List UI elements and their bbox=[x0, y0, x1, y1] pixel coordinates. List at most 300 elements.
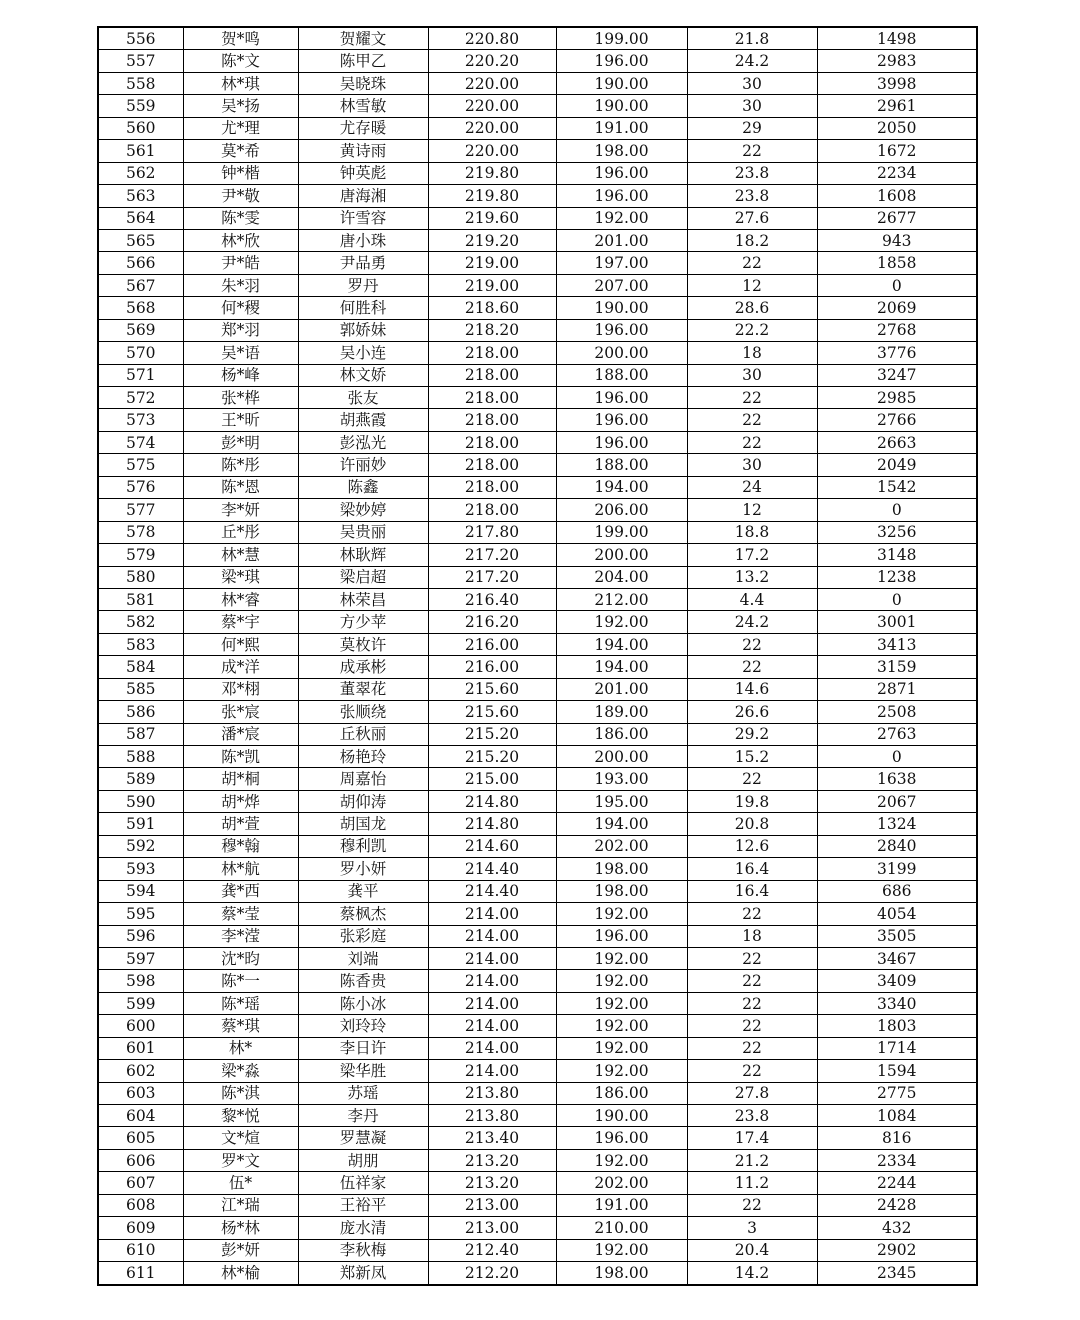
rank-cell: 566 bbox=[98, 252, 183, 274]
number-cell: 3159 bbox=[817, 656, 977, 678]
number-cell: 2234 bbox=[817, 162, 977, 184]
total-score-cell: 218.00 bbox=[428, 431, 556, 453]
rank-cell: 580 bbox=[98, 566, 183, 588]
rank-cell: 571 bbox=[98, 364, 183, 386]
student-name-cell: 黎*悦 bbox=[183, 1105, 298, 1127]
exam-score-cell: 200.00 bbox=[556, 544, 687, 566]
number-cell: 2049 bbox=[817, 454, 977, 476]
exam-score-cell: 192.00 bbox=[556, 947, 687, 969]
total-score-cell: 214.80 bbox=[428, 813, 556, 835]
student-name-cell: 林*慧 bbox=[183, 544, 298, 566]
table-row bbox=[98, 1172, 977, 1194]
parent-name-cell: 唐海湘 bbox=[298, 185, 428, 207]
total-score-cell: 217.20 bbox=[428, 566, 556, 588]
number-cell: 686 bbox=[817, 880, 977, 902]
parent-name-cell: 丘秋丽 bbox=[298, 723, 428, 745]
table-row bbox=[98, 1239, 977, 1261]
table-row bbox=[98, 588, 977, 610]
total-score-cell: 215.20 bbox=[428, 746, 556, 768]
rank-cell: 598 bbox=[98, 970, 183, 992]
table-row bbox=[98, 746, 977, 768]
total-score-cell: 213.80 bbox=[428, 1105, 556, 1127]
table-row bbox=[98, 431, 977, 453]
total-score-cell: 218.00 bbox=[428, 409, 556, 431]
student-name-cell: 吴*扬 bbox=[183, 95, 298, 117]
total-score-cell: 214.00 bbox=[428, 1015, 556, 1037]
number-cell: 943 bbox=[817, 229, 977, 251]
number-cell: 816 bbox=[817, 1127, 977, 1149]
bonus-points-cell: 22 bbox=[687, 656, 817, 678]
number-cell: 3247 bbox=[817, 364, 977, 386]
rank-cell: 579 bbox=[98, 544, 183, 566]
bonus-points-cell: 22 bbox=[687, 1060, 817, 1082]
student-name-cell: 穆*翰 bbox=[183, 835, 298, 857]
student-name-cell: 林*睿 bbox=[183, 588, 298, 610]
score-table-body bbox=[98, 27, 977, 1285]
parent-name-cell: 成承彬 bbox=[298, 656, 428, 678]
total-score-cell: 216.00 bbox=[428, 656, 556, 678]
bonus-points-cell: 29.2 bbox=[687, 723, 817, 745]
bonus-points-cell: 22 bbox=[687, 252, 817, 274]
number-cell: 2840 bbox=[817, 835, 977, 857]
total-score-cell: 216.00 bbox=[428, 633, 556, 655]
total-score-cell: 219.80 bbox=[428, 185, 556, 207]
parent-name-cell: 吴小连 bbox=[298, 342, 428, 364]
total-score-cell: 213.80 bbox=[428, 1082, 556, 1104]
bonus-points-cell: 22 bbox=[687, 1194, 817, 1216]
rank-cell: 568 bbox=[98, 297, 183, 319]
student-name-cell: 江*瑞 bbox=[183, 1194, 298, 1216]
total-score-cell: 218.00 bbox=[428, 387, 556, 409]
exam-score-cell: 194.00 bbox=[556, 656, 687, 678]
rank-cell: 572 bbox=[98, 387, 183, 409]
table-row bbox=[98, 140, 977, 162]
rank-cell: 560 bbox=[98, 117, 183, 139]
exam-score-cell: 190.00 bbox=[556, 72, 687, 94]
number-cell: 3467 bbox=[817, 947, 977, 969]
student-name-cell: 伍* bbox=[183, 1172, 298, 1194]
table-row bbox=[98, 768, 977, 790]
number-cell: 2871 bbox=[817, 678, 977, 700]
total-score-cell: 217.20 bbox=[428, 544, 556, 566]
bonus-points-cell: 18.2 bbox=[687, 229, 817, 251]
total-score-cell: 214.40 bbox=[428, 880, 556, 902]
student-name-cell: 彭*妍 bbox=[183, 1239, 298, 1261]
parent-name-cell: 陈香贵 bbox=[298, 970, 428, 992]
bonus-points-cell: 30 bbox=[687, 72, 817, 94]
total-score-cell: 215.60 bbox=[428, 701, 556, 723]
table-row bbox=[98, 1217, 977, 1239]
number-cell: 2663 bbox=[817, 431, 977, 453]
bonus-points-cell: 16.4 bbox=[687, 880, 817, 902]
total-score-cell: 219.00 bbox=[428, 274, 556, 296]
rank-cell: 585 bbox=[98, 678, 183, 700]
rank-cell: 556 bbox=[98, 27, 183, 50]
parent-name-cell: 张彩庭 bbox=[298, 925, 428, 947]
exam-score-cell: 191.00 bbox=[556, 117, 687, 139]
total-score-cell: 214.00 bbox=[428, 992, 556, 1014]
student-name-cell: 林*榆 bbox=[183, 1262, 298, 1285]
parent-name-cell: 罗丹 bbox=[298, 274, 428, 296]
table-row bbox=[98, 1037, 977, 1059]
number-cell: 2069 bbox=[817, 297, 977, 319]
parent-name-cell: 伍祥家 bbox=[298, 1172, 428, 1194]
parent-name-cell: 林耿辉 bbox=[298, 544, 428, 566]
exam-score-cell: 192.00 bbox=[556, 1037, 687, 1059]
table-row bbox=[98, 521, 977, 543]
parent-name-cell: 陈甲乙 bbox=[298, 50, 428, 72]
student-name-cell: 胡*烨 bbox=[183, 790, 298, 812]
parent-name-cell: 许丽妙 bbox=[298, 454, 428, 476]
student-name-cell: 莫*希 bbox=[183, 140, 298, 162]
rank-cell: 582 bbox=[98, 611, 183, 633]
table-row bbox=[98, 633, 977, 655]
student-name-cell: 陈*彤 bbox=[183, 454, 298, 476]
table-row bbox=[98, 656, 977, 678]
number-cell: 1638 bbox=[817, 768, 977, 790]
number-cell: 1858 bbox=[817, 252, 977, 274]
number-cell: 2775 bbox=[817, 1082, 977, 1104]
exam-score-cell: 192.00 bbox=[556, 1060, 687, 1082]
table-row bbox=[98, 790, 977, 812]
total-score-cell: 213.40 bbox=[428, 1127, 556, 1149]
rank-cell: 596 bbox=[98, 925, 183, 947]
rank-cell: 583 bbox=[98, 633, 183, 655]
number-cell: 3776 bbox=[817, 342, 977, 364]
rank-cell: 558 bbox=[98, 72, 183, 94]
table-row bbox=[98, 27, 977, 50]
table-row bbox=[98, 387, 977, 409]
student-name-cell: 梁*淼 bbox=[183, 1060, 298, 1082]
number-cell: 2067 bbox=[817, 790, 977, 812]
exam-score-cell: 206.00 bbox=[556, 499, 687, 521]
bonus-points-cell: 23.8 bbox=[687, 162, 817, 184]
bonus-points-cell: 26.6 bbox=[687, 701, 817, 723]
table-row bbox=[98, 207, 977, 229]
parent-name-cell: 莫枚许 bbox=[298, 633, 428, 655]
parent-name-cell: 唐小珠 bbox=[298, 229, 428, 251]
parent-name-cell: 刘端 bbox=[298, 947, 428, 969]
student-name-cell: 陈*瑶 bbox=[183, 992, 298, 1014]
rank-cell: 565 bbox=[98, 229, 183, 251]
bonus-points-cell: 27.8 bbox=[687, 1082, 817, 1104]
total-score-cell: 220.00 bbox=[428, 72, 556, 94]
rank-cell: 605 bbox=[98, 1127, 183, 1149]
table-row bbox=[98, 297, 977, 319]
exam-score-cell: 196.00 bbox=[556, 162, 687, 184]
number-cell: 1542 bbox=[817, 476, 977, 498]
parent-name-cell: 刘玲玲 bbox=[298, 1015, 428, 1037]
exam-score-cell: 196.00 bbox=[556, 50, 687, 72]
exam-score-cell: 192.00 bbox=[556, 903, 687, 925]
bonus-points-cell: 22 bbox=[687, 970, 817, 992]
total-score-cell: 218.60 bbox=[428, 297, 556, 319]
bonus-points-cell: 4.4 bbox=[687, 588, 817, 610]
exam-score-cell: 192.00 bbox=[556, 611, 687, 633]
exam-score-cell: 186.00 bbox=[556, 723, 687, 745]
number-cell: 1803 bbox=[817, 1015, 977, 1037]
parent-name-cell: 林雪敏 bbox=[298, 95, 428, 117]
number-cell: 2677 bbox=[817, 207, 977, 229]
exam-score-cell: 186.00 bbox=[556, 1082, 687, 1104]
student-name-cell: 邓*栩 bbox=[183, 678, 298, 700]
bonus-points-cell: 18 bbox=[687, 342, 817, 364]
bonus-points-cell: 22 bbox=[687, 1037, 817, 1059]
student-name-cell: 文*煊 bbox=[183, 1127, 298, 1149]
total-score-cell: 218.00 bbox=[428, 364, 556, 386]
rank-cell: 602 bbox=[98, 1060, 183, 1082]
number-cell: 3256 bbox=[817, 521, 977, 543]
bonus-points-cell: 20.4 bbox=[687, 1239, 817, 1261]
table-row bbox=[98, 454, 977, 476]
student-name-cell: 丘*彤 bbox=[183, 521, 298, 543]
exam-score-cell: 188.00 bbox=[556, 454, 687, 476]
rank-cell: 608 bbox=[98, 1194, 183, 1216]
bonus-points-cell: 11.2 bbox=[687, 1172, 817, 1194]
rank-cell: 570 bbox=[98, 342, 183, 364]
bonus-points-cell: 20.8 bbox=[687, 813, 817, 835]
rank-cell: 592 bbox=[98, 835, 183, 857]
table-row bbox=[98, 880, 977, 902]
table-row bbox=[98, 723, 977, 745]
parent-name-cell: 王裕平 bbox=[298, 1194, 428, 1216]
number-cell: 3409 bbox=[817, 970, 977, 992]
bonus-points-cell: 14.6 bbox=[687, 678, 817, 700]
number-cell: 2345 bbox=[817, 1262, 977, 1285]
total-score-cell: 213.20 bbox=[428, 1172, 556, 1194]
student-name-cell: 龚*西 bbox=[183, 880, 298, 902]
total-score-cell: 216.20 bbox=[428, 611, 556, 633]
total-score-cell: 219.00 bbox=[428, 252, 556, 274]
number-cell: 0 bbox=[817, 746, 977, 768]
number-cell: 3413 bbox=[817, 633, 977, 655]
exam-score-cell: 199.00 bbox=[556, 521, 687, 543]
total-score-cell: 219.60 bbox=[428, 207, 556, 229]
exam-score-cell: 194.00 bbox=[556, 633, 687, 655]
table-row bbox=[98, 1262, 977, 1285]
number-cell: 1084 bbox=[817, 1105, 977, 1127]
number-cell: 1498 bbox=[817, 27, 977, 50]
bonus-points-cell: 22 bbox=[687, 409, 817, 431]
student-name-cell: 钟*楷 bbox=[183, 162, 298, 184]
rank-cell: 564 bbox=[98, 207, 183, 229]
student-name-cell: 李*滢 bbox=[183, 925, 298, 947]
number-cell: 3148 bbox=[817, 544, 977, 566]
bonus-points-cell: 23.8 bbox=[687, 1105, 817, 1127]
bonus-points-cell: 22.2 bbox=[687, 319, 817, 341]
parent-name-cell: 胡仰涛 bbox=[298, 790, 428, 812]
exam-score-cell: 196.00 bbox=[556, 319, 687, 341]
bonus-points-cell: 22 bbox=[687, 903, 817, 925]
exam-score-cell: 190.00 bbox=[556, 297, 687, 319]
number-cell: 1594 bbox=[817, 1060, 977, 1082]
number-cell: 2766 bbox=[817, 409, 977, 431]
bonus-points-cell: 22 bbox=[687, 431, 817, 453]
student-name-cell: 尹*敬 bbox=[183, 185, 298, 207]
parent-name-cell: 吴晓珠 bbox=[298, 72, 428, 94]
parent-name-cell: 梁华胜 bbox=[298, 1060, 428, 1082]
number-cell: 2902 bbox=[817, 1239, 977, 1261]
parent-name-cell: 许雪容 bbox=[298, 207, 428, 229]
parent-name-cell: 罗慧凝 bbox=[298, 1127, 428, 1149]
number-cell: 2050 bbox=[817, 117, 977, 139]
number-cell: 1324 bbox=[817, 813, 977, 835]
table-row bbox=[98, 1082, 977, 1104]
number-cell: 0 bbox=[817, 274, 977, 296]
total-score-cell: 215.60 bbox=[428, 678, 556, 700]
parent-name-cell: 庞水清 bbox=[298, 1217, 428, 1239]
rank-cell: 609 bbox=[98, 1217, 183, 1239]
bonus-points-cell: 22 bbox=[687, 633, 817, 655]
number-cell: 4054 bbox=[817, 903, 977, 925]
student-name-cell: 陈*文 bbox=[183, 50, 298, 72]
rank-cell: 607 bbox=[98, 1172, 183, 1194]
rank-cell: 581 bbox=[98, 588, 183, 610]
number-cell: 1608 bbox=[817, 185, 977, 207]
table-row bbox=[98, 1194, 977, 1216]
total-score-cell: 214.00 bbox=[428, 925, 556, 947]
table-row bbox=[98, 611, 977, 633]
number-cell: 1672 bbox=[817, 140, 977, 162]
parent-name-cell: 胡朋 bbox=[298, 1149, 428, 1171]
rank-cell: 599 bbox=[98, 992, 183, 1014]
bonus-points-cell: 22 bbox=[687, 140, 817, 162]
bonus-points-cell: 15.2 bbox=[687, 746, 817, 768]
total-score-cell: 218.00 bbox=[428, 499, 556, 521]
table-row bbox=[98, 1149, 977, 1171]
student-name-cell: 梁*琪 bbox=[183, 566, 298, 588]
exam-score-cell: 210.00 bbox=[556, 1217, 687, 1239]
parent-name-cell: 董翠花 bbox=[298, 678, 428, 700]
table-row bbox=[98, 1060, 977, 1082]
parent-name-cell: 梁妙婷 bbox=[298, 499, 428, 521]
parent-name-cell: 杨艳玲 bbox=[298, 746, 428, 768]
exam-score-cell: 201.00 bbox=[556, 678, 687, 700]
student-name-cell: 林* bbox=[183, 1037, 298, 1059]
total-score-cell: 214.40 bbox=[428, 858, 556, 880]
exam-score-cell: 196.00 bbox=[556, 409, 687, 431]
total-score-cell: 218.00 bbox=[428, 342, 556, 364]
total-score-cell: 214.00 bbox=[428, 970, 556, 992]
exam-score-cell: 197.00 bbox=[556, 252, 687, 274]
rank-cell: 562 bbox=[98, 162, 183, 184]
parent-name-cell: 钟英彪 bbox=[298, 162, 428, 184]
bonus-points-cell: 3 bbox=[687, 1217, 817, 1239]
parent-name-cell: 尹品勇 bbox=[298, 252, 428, 274]
rank-cell: 611 bbox=[98, 1262, 183, 1285]
table-row bbox=[98, 50, 977, 72]
total-score-cell: 219.20 bbox=[428, 229, 556, 251]
bonus-points-cell: 30 bbox=[687, 454, 817, 476]
exam-score-cell: 196.00 bbox=[556, 1127, 687, 1149]
exam-score-cell: 190.00 bbox=[556, 95, 687, 117]
student-name-cell: 吴*语 bbox=[183, 342, 298, 364]
rank-cell: 576 bbox=[98, 476, 183, 498]
rank-cell: 587 bbox=[98, 723, 183, 745]
exam-score-cell: 198.00 bbox=[556, 1262, 687, 1285]
exam-score-cell: 212.00 bbox=[556, 588, 687, 610]
total-score-cell: 220.80 bbox=[428, 27, 556, 50]
rank-cell: 591 bbox=[98, 813, 183, 835]
parent-name-cell: 林文娇 bbox=[298, 364, 428, 386]
bonus-points-cell: 21.8 bbox=[687, 27, 817, 50]
total-score-cell: 215.20 bbox=[428, 723, 556, 745]
student-name-cell: 尹*皓 bbox=[183, 252, 298, 274]
table-row bbox=[98, 252, 977, 274]
bonus-points-cell: 12 bbox=[687, 499, 817, 521]
rank-cell: 588 bbox=[98, 746, 183, 768]
exam-score-cell: 191.00 bbox=[556, 1194, 687, 1216]
bonus-points-cell: 14.2 bbox=[687, 1262, 817, 1285]
parent-name-cell: 胡国龙 bbox=[298, 813, 428, 835]
total-score-cell: 218.20 bbox=[428, 319, 556, 341]
exam-score-cell: 198.00 bbox=[556, 140, 687, 162]
number-cell: 3505 bbox=[817, 925, 977, 947]
student-name-cell: 杨*林 bbox=[183, 1217, 298, 1239]
number-cell: 3001 bbox=[817, 611, 977, 633]
exam-score-cell: 192.00 bbox=[556, 1239, 687, 1261]
parent-name-cell: 林荣昌 bbox=[298, 588, 428, 610]
exam-score-cell: 192.00 bbox=[556, 970, 687, 992]
table-row bbox=[98, 858, 977, 880]
table-row bbox=[98, 117, 977, 139]
total-score-cell: 220.00 bbox=[428, 95, 556, 117]
table-row bbox=[98, 992, 977, 1014]
parent-name-cell: 吴贵丽 bbox=[298, 521, 428, 543]
bonus-points-cell: 22 bbox=[687, 387, 817, 409]
bonus-points-cell: 29 bbox=[687, 117, 817, 139]
exam-score-cell: 202.00 bbox=[556, 1172, 687, 1194]
student-name-cell: 陈*淇 bbox=[183, 1082, 298, 1104]
table-row bbox=[98, 162, 977, 184]
total-score-cell: 218.00 bbox=[428, 476, 556, 498]
student-name-cell: 王*昕 bbox=[183, 409, 298, 431]
number-cell: 0 bbox=[817, 499, 977, 521]
parent-name-cell: 李秋梅 bbox=[298, 1239, 428, 1261]
rank-cell: 557 bbox=[98, 50, 183, 72]
bonus-points-cell: 12.6 bbox=[687, 835, 817, 857]
rank-cell: 600 bbox=[98, 1015, 183, 1037]
number-cell: 2763 bbox=[817, 723, 977, 745]
student-name-cell: 杨*峰 bbox=[183, 364, 298, 386]
student-name-cell: 尤*理 bbox=[183, 117, 298, 139]
total-score-cell: 214.00 bbox=[428, 1060, 556, 1082]
exam-score-cell: 196.00 bbox=[556, 185, 687, 207]
number-cell: 2961 bbox=[817, 95, 977, 117]
number-cell: 3199 bbox=[817, 858, 977, 880]
table-row bbox=[98, 947, 977, 969]
parent-name-cell: 张友 bbox=[298, 387, 428, 409]
number-cell: 2985 bbox=[817, 387, 977, 409]
total-score-cell: 220.00 bbox=[428, 117, 556, 139]
student-name-cell: 潘*宸 bbox=[183, 723, 298, 745]
parent-name-cell: 蔡枫杰 bbox=[298, 903, 428, 925]
total-score-cell: 212.20 bbox=[428, 1262, 556, 1285]
number-cell: 3340 bbox=[817, 992, 977, 1014]
bonus-points-cell: 30 bbox=[687, 95, 817, 117]
parent-name-cell: 方少苹 bbox=[298, 611, 428, 633]
table-row bbox=[98, 835, 977, 857]
bonus-points-cell: 17.2 bbox=[687, 544, 817, 566]
student-name-cell: 李*妍 bbox=[183, 499, 298, 521]
parent-name-cell: 胡燕霞 bbox=[298, 409, 428, 431]
table-row bbox=[98, 544, 977, 566]
exam-score-cell: 192.00 bbox=[556, 1015, 687, 1037]
table-row bbox=[98, 1105, 977, 1127]
table-row bbox=[98, 903, 977, 925]
rank-cell: 597 bbox=[98, 947, 183, 969]
rank-cell: 569 bbox=[98, 319, 183, 341]
